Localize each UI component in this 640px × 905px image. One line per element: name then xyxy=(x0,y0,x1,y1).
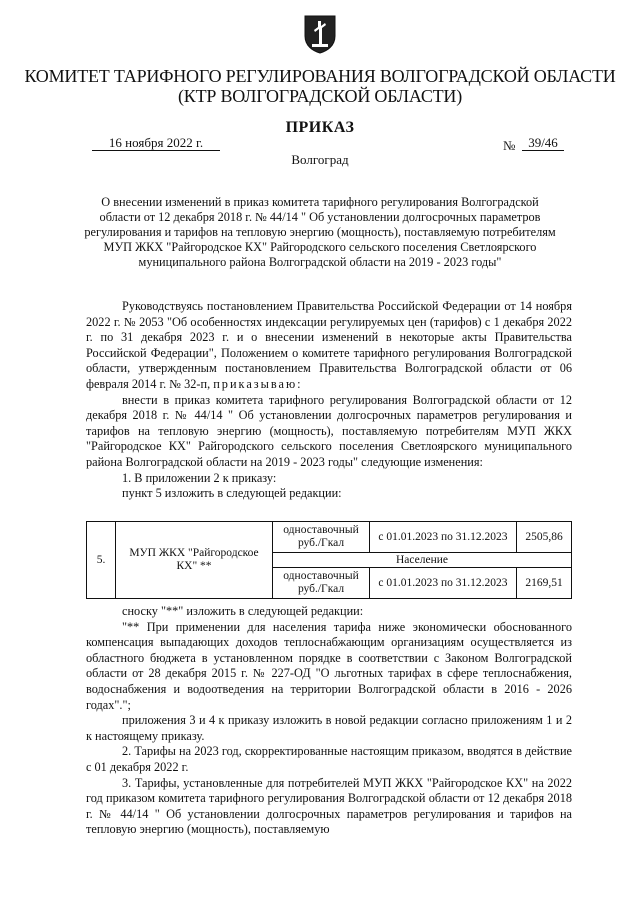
tariff-value-cell: 2505,86 xyxy=(517,522,572,553)
order-word: приказываю: xyxy=(213,376,303,391)
tariff-type-cell: одноставочный руб./Гкал xyxy=(273,522,370,553)
number-sign: № xyxy=(503,138,516,153)
tariff-table xyxy=(86,521,572,599)
document-type-title: ПРИКАЗ xyxy=(285,119,355,136)
footnote-text-paragraph: "** При применении для населения тарифа ниже экономически обоснованного компенсация выпадающих доходов теплоснабжающим организациям осуществляется из областного бюджета в установленном порядке в соответствии с Законом Волгоградской области от 28 декабря 2015 г. № 227-ОД "О льготных тарифах в сфере теплоснабжения, водоснабжения и водоотведения на территории Волгоградской области в 2016 - 2026 годах"."; xyxy=(86,619,572,712)
item-1-paragraph: 1. В приложении 2 к приказу: xyxy=(122,470,277,485)
table-row xyxy=(87,522,572,553)
footnote-intro-paragraph: сноску "**" изложить в следующей редакции: xyxy=(122,604,364,618)
population-group-cell: Население xyxy=(273,553,572,568)
body-section-bottom xyxy=(86,604,572,838)
coat-of-arms-icon xyxy=(303,14,337,54)
organization-cell: МУП ЖКХ "Райгородское КХ" ** xyxy=(116,522,273,599)
amendment-paragraph: внести в приказ комитета тарифного регулирования Волгоградской области от 12 декабря 2018 г. № 44/14 " Об установлении долгосрочных параметров регулирования и тарифов на тепловую энергию (мощность), поставляемую потребителям МУП ЖКХ "Райгородское КХ" Райгородского сельского поселения Светлоярского муниципального района Волгоградской области на 2019 - 2023 годы" следующие изменения: xyxy=(86,392,572,469)
tariff-value-cell: 2169,51 xyxy=(517,568,572,599)
document-city: Волгоград xyxy=(291,152,349,167)
period-cell: с 01.01.2023 по 31.12.2023 xyxy=(370,568,517,599)
organization-name: КОМИТЕТ ТАРИФНОГО РЕГУЛИРОВАНИЯ ВОЛГОГРАДСКОЙ ОБЛАСТИ xyxy=(24,66,616,86)
item-3-paragraph: 3. Тарифы, установленные для потребителей МУП ЖКХ "Райгородское КХ" на 2022 год приказом комитета тарифного регулирования Волгоградской области от 12 декабря 2018 г. № 44/14 " Об установлении долгосрочных параметров регулирования и тарифов на тепловую энергию (мощность), поставляемую xyxy=(86,775,572,837)
appendix-paragraph: приложения 3 и 4 к приказу изложить в новой редакции согласно приложениям 1 и 2 к настоящему приказу. xyxy=(86,713,572,743)
item-2-paragraph: 2. Тарифы на 2023 год, скорректированные настоящим приказом, вводятся в действие с 01 декабря 2022 г. xyxy=(86,744,572,774)
document-date: 16 ноября 2022 г. xyxy=(92,136,220,151)
item-5-intro-paragraph: пункт 5 изложить в следующей редакции: xyxy=(122,486,342,501)
tariff-type-cell: одноставочный руб./Гкал xyxy=(273,568,370,599)
body-section-top xyxy=(86,299,572,502)
preamble-text: Руководствуясь постановлением Правительства Российской Федерации от 14 ноября 2022 г. № 2053 "Об особенностях индексации регулируемых цен (тарифов) с 1 декабря 2022 г. по 31 декабря 2023 г. и о внесении изменений в некоторые акты Правительства Российской Федерации", Положением о комитете тарифного регулирования Волгоградской области, утвержденным постановлением Правительства Волгоградской области от 06 февраля 2014 г. № 32-п, xyxy=(86,299,572,391)
document-subject: О внесении изменений в приказ комитета тарифного регулирования Волгоградской области от 12 декабря 2018 г. № 44/14 " Об установлении долгосрочных параметров регулирования и тарифов на тепловую энергию (мощность), поставляемую потребителям МУП ЖКХ "Райгородское КХ" Райгородского сельского поселения Светлоярского муниципального района Волгоградской области на 2019 - 2023 годы" xyxy=(84,195,556,269)
document-number: 39/46 xyxy=(522,136,564,151)
organization-abbreviation: (КТР ВОЛГОГРАДСКОЙ ОБЛАСТИ) xyxy=(177,86,463,106)
period-cell: с 01.01.2023 по 31.12.2023 xyxy=(370,522,517,553)
row-number-cell: 5. xyxy=(87,522,116,599)
preamble-paragraph xyxy=(86,299,572,393)
